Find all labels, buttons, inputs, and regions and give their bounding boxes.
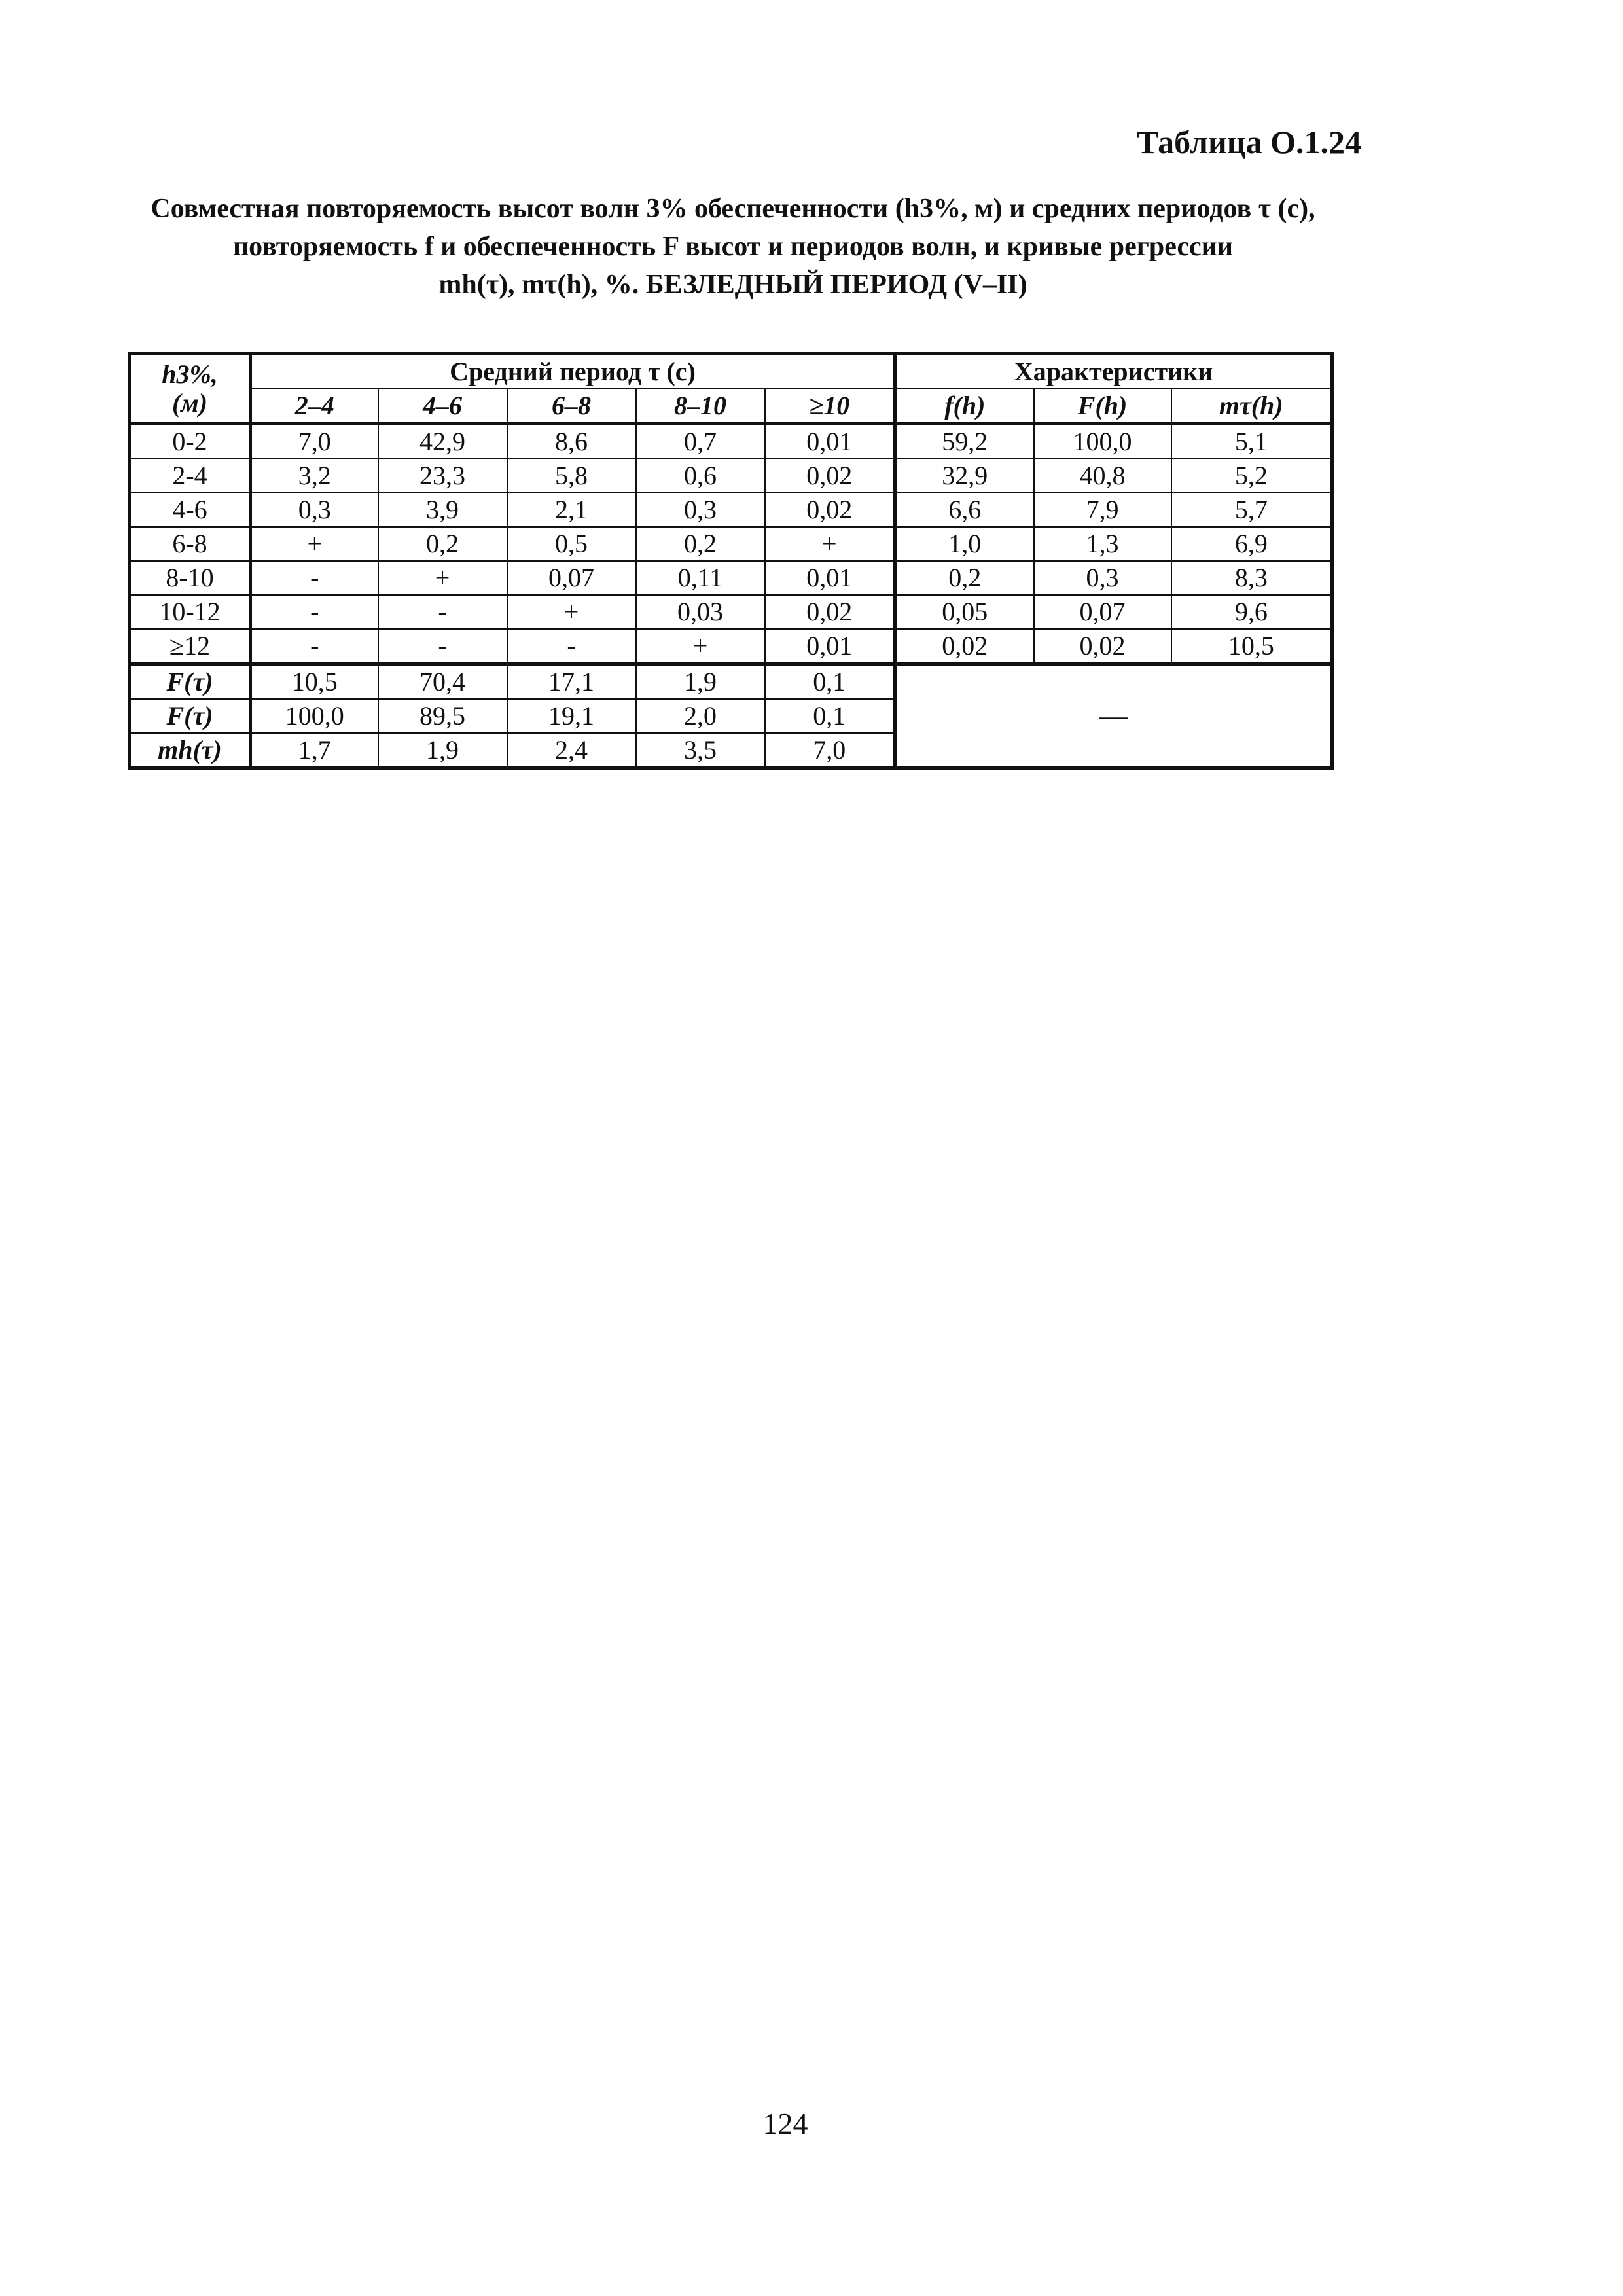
- characteristic-column-header: mτ(h): [1171, 389, 1332, 424]
- table-label: Таблица О.1.24: [1137, 124, 1361, 160]
- stat-cell: 3,5: [636, 733, 765, 768]
- corner-header-line-2: (м): [171, 388, 208, 418]
- period-cell: 0,07: [507, 561, 636, 595]
- stat-cell: 10,5: [251, 664, 378, 700]
- characteristic-cell: 7,9: [1034, 493, 1171, 527]
- period-cell: -: [251, 629, 378, 664]
- characteristic-cell: 0,07: [1034, 595, 1171, 629]
- period-cell: 0,02: [765, 493, 895, 527]
- characteristic-cell: 0,02: [895, 629, 1034, 664]
- table-row: [130, 424, 1332, 459]
- stat-cell: 17,1: [507, 664, 636, 700]
- stat-row-label: mh(τ): [130, 733, 251, 768]
- period-column-header: 2–4: [251, 389, 378, 424]
- characteristic-cell: 6,9: [1171, 527, 1332, 561]
- period-cell: 0,2: [636, 527, 765, 561]
- characteristic-cell: 0,2: [895, 561, 1034, 595]
- stat-cell: 7,0: [765, 733, 895, 768]
- table-row: [130, 595, 1332, 629]
- table-row: [130, 527, 1332, 561]
- period-cell: 3,2: [251, 459, 378, 493]
- group-header-characteristics: Характеристики: [895, 354, 1332, 389]
- row-label: ≥12: [130, 629, 251, 664]
- row-label: 2-4: [130, 459, 251, 493]
- characteristic-cell: 0,02: [1034, 629, 1171, 664]
- period-cell: +: [636, 629, 765, 664]
- row-label: 8-10: [130, 561, 251, 595]
- period-column-header: 8–10: [636, 389, 765, 424]
- period-cell: 0,11: [636, 561, 765, 595]
- caption-line-3: mh(τ), mτ(h), %. БЕЗЛЕДНЫЙ ПЕРИОД (V–II): [438, 270, 1027, 300]
- stat-cell: 100,0: [251, 699, 378, 733]
- period-cell: +: [765, 527, 895, 561]
- stat-row: [130, 664, 1332, 700]
- row-label: 10-12: [130, 595, 251, 629]
- characteristic-cell: 10,5: [1171, 629, 1332, 664]
- period-cell: -: [378, 629, 507, 664]
- period-cell: 0,02: [765, 459, 895, 493]
- stat-cell: 70,4: [378, 664, 507, 700]
- stat-cell: 1,9: [378, 733, 507, 768]
- characteristic-column-header: F(h): [1034, 389, 1171, 424]
- characteristic-cell: 5,7: [1171, 493, 1332, 527]
- table-row: [130, 459, 1332, 493]
- period-cell: -: [251, 561, 378, 595]
- period-cell: 0,5: [507, 527, 636, 561]
- table-caption: [79, 190, 1387, 304]
- period-cell: 0,6: [636, 459, 765, 493]
- period-cell: 0,01: [765, 561, 895, 595]
- period-cell: 7,0: [251, 424, 378, 459]
- period-column-header: 6–8: [507, 389, 636, 424]
- stat-cell: 2,0: [636, 699, 765, 733]
- row-label: 0-2: [130, 424, 251, 459]
- stat-cell: 0,1: [765, 664, 895, 700]
- page-number: 124: [762, 2107, 808, 2140]
- period-cell: 42,9: [378, 424, 507, 459]
- wave-statistics-table: [128, 352, 1334, 770]
- characteristic-cell: 40,8: [1034, 459, 1171, 493]
- characteristic-cell: 9,6: [1171, 595, 1332, 629]
- period-cell: 5,8: [507, 459, 636, 493]
- period-cell: -: [507, 629, 636, 664]
- period-cell: 3,9: [378, 493, 507, 527]
- period-cell: +: [507, 595, 636, 629]
- characteristic-cell: 1,3: [1034, 527, 1171, 561]
- period-cell: 0,02: [765, 595, 895, 629]
- characteristic-cell: 32,9: [895, 459, 1034, 493]
- row-label: 4-6: [130, 493, 251, 527]
- empty-characteristics-block: —: [895, 664, 1332, 768]
- table-row: [130, 561, 1332, 595]
- corner-header-line-1: h3%,: [162, 359, 218, 389]
- subheader-row: [130, 389, 1332, 424]
- table-row: [130, 493, 1332, 527]
- characteristic-column-header: f(h): [895, 389, 1034, 424]
- characteristic-cell: 5,2: [1171, 459, 1332, 493]
- caption-line-1: Совместная повторяемость высот волн 3% обеспеченности (h3%, м) и средних периодов τ (с),: [151, 194, 1315, 224]
- stat-row-label: F(τ): [130, 699, 251, 733]
- period-cell: -: [251, 595, 378, 629]
- period-cell: 8,6: [507, 424, 636, 459]
- period-cell: 0,01: [765, 424, 895, 459]
- corner-header: [130, 354, 251, 424]
- stat-cell: 89,5: [378, 699, 507, 733]
- stat-cell: 1,7: [251, 733, 378, 768]
- group-header-period: Средний период τ (с): [251, 354, 895, 389]
- period-cell: 0,03: [636, 595, 765, 629]
- characteristic-cell: 1,0: [895, 527, 1034, 561]
- characteristic-cell: 0,05: [895, 595, 1034, 629]
- period-cell: +: [378, 561, 507, 595]
- characteristic-cell: 100,0: [1034, 424, 1171, 459]
- characteristic-cell: 59,2: [895, 424, 1034, 459]
- period-column-header: 4–6: [378, 389, 507, 424]
- period-cell: +: [251, 527, 378, 561]
- period-cell: 0,3: [251, 493, 378, 527]
- row-label: 6-8: [130, 527, 251, 561]
- caption-line-2: повторяемость f и обеспеченность F высот и периодов волн, и кривые регрессии: [232, 232, 1234, 262]
- period-column-header: ≥10: [765, 389, 895, 424]
- period-cell: 2,1: [507, 493, 636, 527]
- period-cell: 0,2: [378, 527, 507, 561]
- stat-cell: 19,1: [507, 699, 636, 733]
- stat-cell: 0,1: [765, 699, 895, 733]
- stat-row-label: F(τ): [130, 664, 251, 700]
- period-cell: 0,7: [636, 424, 765, 459]
- period-cell: 23,3: [378, 459, 507, 493]
- stat-cell: 1,9: [636, 664, 765, 700]
- table-row: [130, 629, 1332, 664]
- characteristic-cell: 5,1: [1171, 424, 1332, 459]
- period-cell: 0,01: [765, 629, 895, 664]
- stat-cell: 2,4: [507, 733, 636, 768]
- period-cell: 0,3: [636, 493, 765, 527]
- period-cell: -: [378, 595, 507, 629]
- characteristic-cell: 8,3: [1171, 561, 1332, 595]
- characteristic-cell: 6,6: [895, 493, 1034, 527]
- characteristic-cell: 0,3: [1034, 561, 1171, 595]
